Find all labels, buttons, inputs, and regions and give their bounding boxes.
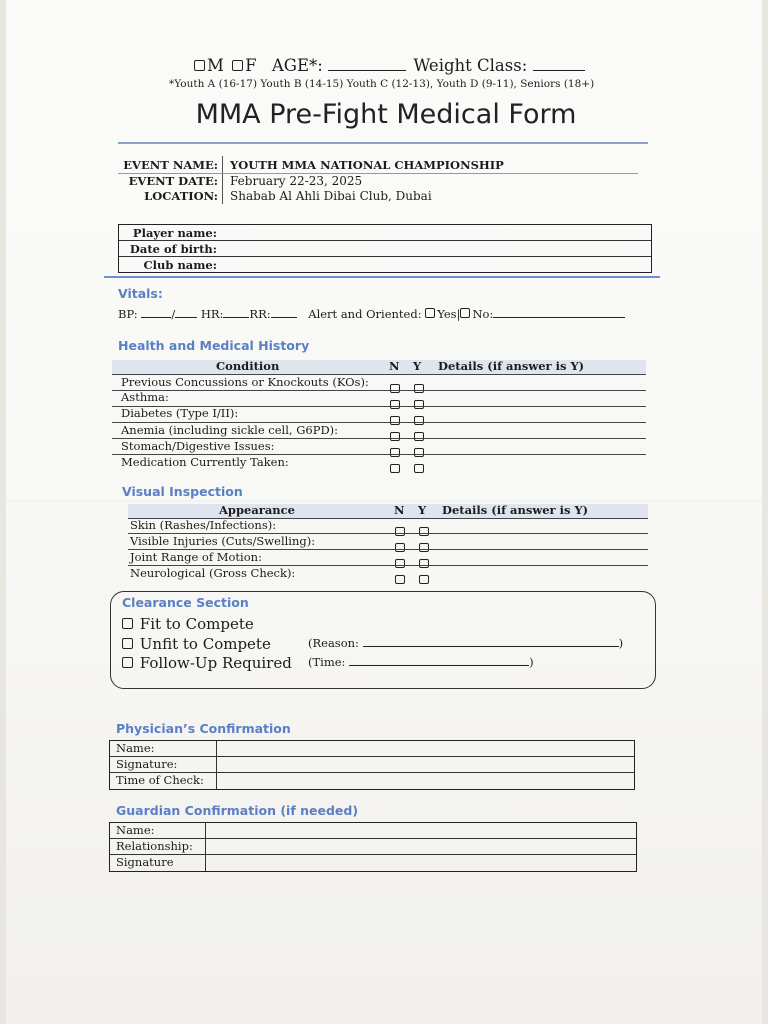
female-checkbox[interactable] (232, 60, 243, 71)
reason-close: ) (618, 636, 624, 650)
bp-diastolic-field[interactable] (175, 317, 197, 318)
health-heading: Health and Medical History (118, 338, 310, 353)
time-line (308, 655, 534, 669)
appearance-label: Visible Injuries (Cuts/Swelling): (130, 534, 316, 548)
condition-label: Medication Currently Taken: (121, 455, 289, 469)
dob-row[interactable] (119, 241, 651, 257)
fit-to-compete-option[interactable] (122, 615, 254, 633)
followup-option[interactable] (122, 654, 292, 672)
vitals-line (118, 307, 625, 321)
condition-label: Previous Concussions or Knockouts (KOs): (121, 375, 369, 389)
guardian-row[interactable] (110, 823, 636, 839)
condition-label: Stomach/Digestive Issues: (121, 439, 275, 453)
guardian-row[interactable] (110, 839, 636, 855)
reason-field[interactable] (363, 646, 619, 647)
age-classes-note: *Youth A (16-17) Youth B (14-15) Youth C (12-13), Youth D (9-11), Seniors (18+) (169, 78, 595, 90)
alert-yes-checkbox[interactable] (425, 308, 435, 318)
age-label: AGE*: (271, 56, 323, 75)
unfit-checkbox[interactable] (122, 638, 133, 649)
weight-class-label: Weight Class: (413, 56, 528, 75)
physician-row[interactable] (110, 757, 634, 773)
sex-age-weight-line (194, 56, 585, 75)
condition-label: Asthma: (121, 390, 169, 404)
fit-checkbox[interactable] (122, 618, 133, 629)
bp-systolic-field[interactable] (141, 317, 171, 318)
alert-yes-label: Yes| (437, 307, 461, 321)
guardian-table (109, 822, 637, 872)
clearance-heading: Clearance Section (122, 595, 249, 610)
col-y: Y (418, 503, 427, 517)
rr-field[interactable] (271, 317, 297, 318)
form-paper (6, 0, 762, 1024)
condition-label: Diabetes (Type I/II): (121, 406, 239, 420)
dob-label: Date of birth: (129, 242, 217, 256)
guardian-heading: Guardian Confirmation (if needed) (116, 803, 359, 818)
alert-no-checkbox[interactable] (460, 308, 470, 318)
vitals-heading: Vitals: (118, 286, 163, 301)
rr-label: RR: (249, 307, 271, 321)
col-appearance: Appearance (219, 503, 295, 517)
club-label: Club name: (143, 258, 217, 272)
hr-field[interactable] (223, 317, 249, 318)
title-divider (118, 142, 648, 144)
event-name-label: EVENT NAME: (123, 158, 218, 172)
player-info-box (118, 224, 652, 273)
guardian-row[interactable] (110, 855, 636, 871)
physician-name-label: Name: (116, 741, 155, 755)
condition-y-checkbox[interactable] (414, 458, 424, 477)
physician-row[interactable] (110, 741, 634, 757)
followup-label: Follow-Up Required (139, 654, 292, 672)
paper-crease (6, 500, 762, 502)
alert-no-label: No: (472, 307, 494, 321)
col-n: N (394, 503, 405, 517)
female-label: F (245, 56, 257, 75)
location-value: Shabab Al Ahli Dibai Club, Dubai (230, 189, 432, 203)
visual-heading: Visual Inspection (122, 484, 243, 499)
form-title: MMA Pre-Fight Medical Form (195, 99, 577, 130)
physician-signature-label: Signature: (116, 757, 178, 771)
unfit-option[interactable] (122, 635, 271, 653)
club-row[interactable] (119, 257, 651, 273)
reason-line (308, 636, 623, 650)
reason-label: (Reason: (308, 636, 359, 650)
event-divider (222, 156, 223, 204)
event-date-label: EVENT DATE: (128, 174, 218, 188)
location-label: LOCATION: (144, 189, 218, 203)
event-name-value: YOUTH MMA NATIONAL CHAMPIONSHIP (230, 158, 504, 172)
weight-class-field[interactable] (533, 70, 585, 71)
time-close: ) (529, 655, 534, 669)
bp-label: BP: (118, 307, 138, 321)
appearance-label: Neurological (Gross Check): (130, 566, 296, 580)
alert-no-field[interactable] (493, 317, 625, 318)
col-details: Details (if answer is Y) (438, 359, 585, 373)
appearance-n-checkbox[interactable] (395, 569, 405, 588)
event-rule (118, 173, 638, 174)
appearance-label: Skin (Rashes/Infections): (130, 518, 277, 532)
event-date-value: February 22-23, 2025 (230, 174, 363, 188)
col-details: Details (if answer is Y) (442, 503, 589, 517)
relationship-label: Relationship: (116, 839, 193, 853)
male-label: M (207, 56, 224, 75)
physician-heading: Physician’s Confirmation (116, 721, 291, 736)
col-condition: Condition (216, 359, 280, 373)
appearance-label: Joint Range of Motion: (130, 550, 262, 564)
player-name-label: Player name: (132, 226, 217, 240)
player-divider (104, 276, 660, 278)
condition-n-checkbox[interactable] (390, 458, 400, 477)
bp-slash: / (171, 307, 176, 321)
appearance-y-checkbox[interactable] (419, 569, 429, 588)
age-field[interactable] (328, 70, 406, 71)
player-name-row[interactable] (119, 225, 651, 241)
time-label: (Time: (308, 655, 346, 669)
physician-row[interactable] (110, 773, 634, 789)
fit-label: Fit to Compete (139, 615, 254, 633)
guardian-name-label: Name: (116, 823, 155, 837)
followup-checkbox[interactable] (122, 657, 133, 668)
time-of-check-label: Time of Check: (116, 773, 204, 787)
alert-label: Alert and Oriented: (308, 307, 422, 321)
col-y: Y (413, 359, 422, 373)
hr-label: HR: (200, 307, 224, 321)
physician-table (109, 740, 635, 790)
guardian-signature-label: Signature (116, 855, 174, 869)
col-n: N (389, 359, 400, 373)
male-checkbox[interactable] (194, 60, 205, 71)
condition-label: Anemia (including sickle cell, G6PD): (121, 423, 339, 437)
health-line (112, 390, 646, 391)
unfit-label: Unfit to Compete (139, 635, 271, 653)
time-field[interactable] (349, 665, 529, 666)
